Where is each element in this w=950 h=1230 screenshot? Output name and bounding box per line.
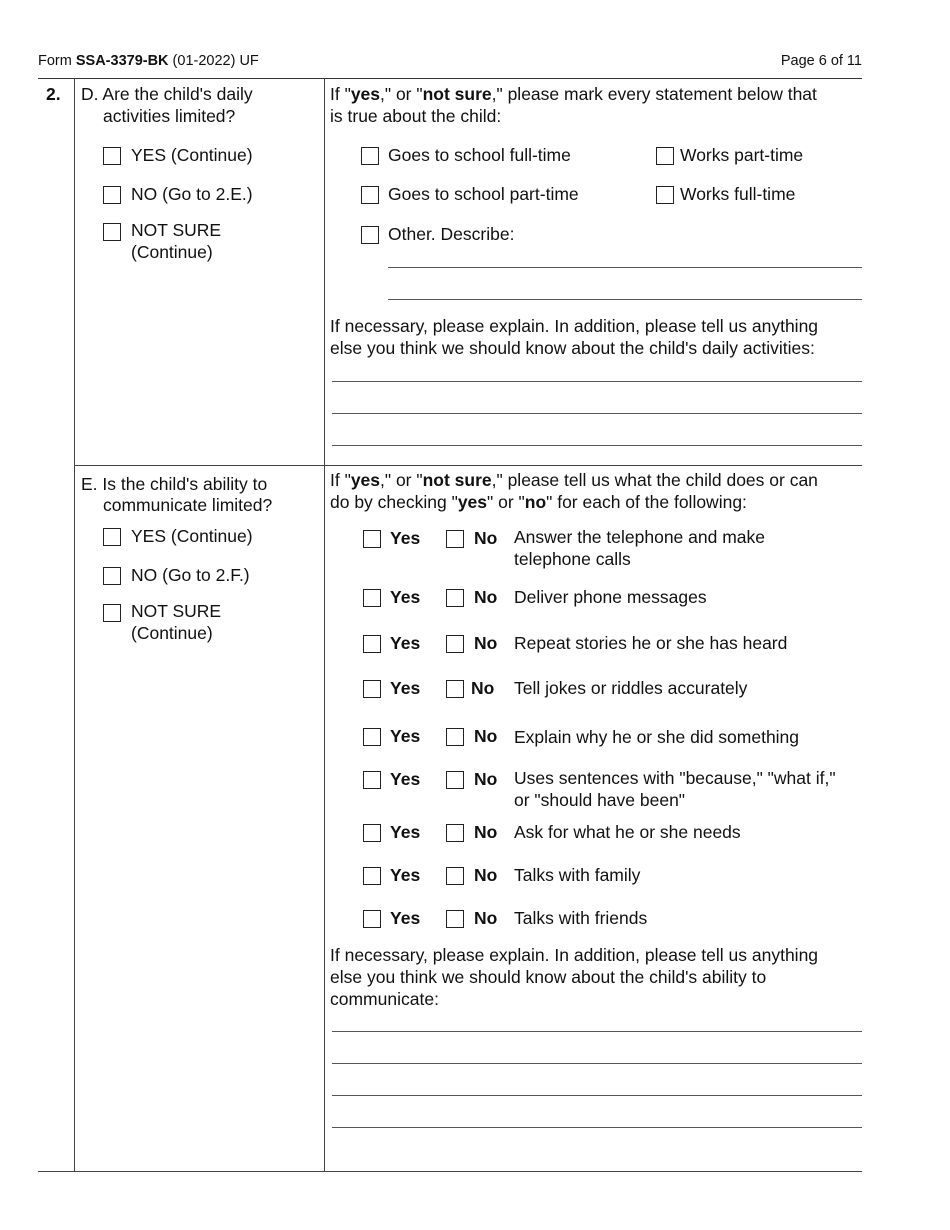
item-text: Answer the telephone and make <box>514 527 765 547</box>
section-e-no-checkbox[interactable] <box>103 567 121 585</box>
section-d-explain-line2: else you think we should know about the child's daily activities: <box>330 338 815 358</box>
item-text: Tell jokes or riddles accurately <box>514 678 748 698</box>
section-d-no-label: NO (Go to 2.E.) <box>131 184 253 204</box>
section-e-answer-line[interactable] <box>332 1095 862 1096</box>
yes-label: Yes <box>390 528 421 548</box>
works-fulltime-checkbox[interactable] <box>656 186 674 204</box>
no-label: No <box>474 865 498 885</box>
section-d-question-line1: D. Are the child's daily <box>81 84 253 104</box>
works-parttime-checkbox[interactable] <box>656 147 674 165</box>
section-e-yes-checkbox[interactable] <box>103 528 121 546</box>
section-d-yes-label: YES (Continue) <box>131 145 253 165</box>
item-text: Explain why he or she did something <box>514 727 800 747</box>
other-checkbox[interactable] <box>361 226 379 244</box>
instr-text: do by checking " <box>330 492 458 512</box>
section-d-answer-line[interactable] <box>332 381 862 382</box>
section-divider <box>74 465 862 466</box>
yes-checkbox[interactable] <box>363 910 381 928</box>
no-label: No <box>471 678 495 698</box>
column-divider-number <box>74 78 75 1172</box>
works-parttime-label: Works part-time <box>680 145 804 165</box>
section-d-no-checkbox[interactable] <box>103 186 121 204</box>
section-e-no-label: NO (Go to 2.F.) <box>131 565 250 585</box>
section-d-instruction-line2: is true about the child: <box>330 106 502 126</box>
section-d-answer-line[interactable] <box>332 413 862 414</box>
no-checkbox[interactable] <box>446 867 464 885</box>
yes-label: Yes <box>390 587 421 607</box>
yes-checkbox[interactable] <box>363 824 381 842</box>
section-e-explain-line3: communicate: <box>330 989 439 1009</box>
instr-no: no <box>524 492 547 512</box>
section-e-answer-line[interactable] <box>332 1063 862 1064</box>
other-describe-line[interactable] <box>388 267 862 268</box>
instr-notsure: not sure <box>422 470 492 490</box>
no-label: No <box>474 587 498 607</box>
no-checkbox[interactable] <box>446 635 464 653</box>
page-number: Page 6 of 11 <box>780 53 862 69</box>
yes-label: Yes <box>390 822 421 842</box>
no-checkbox[interactable] <box>446 771 464 789</box>
school-parttime-label: Goes to school part-time <box>388 184 579 204</box>
section-d-notsure-checkbox[interactable] <box>103 223 121 241</box>
section-e-question-line1: E. Is the child's ability to <box>81 474 268 494</box>
yes-label: Yes <box>390 769 421 789</box>
item-text: Uses sentences with "because," "what if," <box>514 768 836 788</box>
instr-text: If " <box>330 84 351 104</box>
item-text: Repeat stories he or she has heard <box>514 633 788 653</box>
section-e-notsure-label: NOT SURE <box>131 601 222 621</box>
no-checkbox[interactable] <box>446 910 464 928</box>
yes-checkbox[interactable] <box>363 728 381 746</box>
instr-text: If " <box>330 470 351 490</box>
instr-notsure: not sure <box>422 84 492 104</box>
no-checkbox[interactable] <box>446 824 464 842</box>
yes-label: Yes <box>390 633 421 653</box>
other-label: Other. Describe: <box>388 224 515 244</box>
yes-checkbox[interactable] <box>363 589 381 607</box>
no-label: No <box>474 908 498 928</box>
instr-text: ," or " <box>380 84 423 104</box>
no-checkbox[interactable] <box>446 530 464 548</box>
instr-text: " or " <box>487 492 525 512</box>
section-e-notsure-checkbox[interactable] <box>103 604 121 622</box>
section-d-answer-line[interactable] <box>332 445 862 446</box>
section-e-yes-label: YES (Continue) <box>131 526 253 546</box>
no-label: No <box>474 726 498 746</box>
instr-text: ," please tell us what the child does or can <box>491 470 818 490</box>
yes-label: Yes <box>390 726 421 746</box>
no-checkbox[interactable] <box>446 680 464 698</box>
table-bottom-border <box>38 1171 862 1172</box>
item-text: Ask for what he or she needs <box>514 822 741 842</box>
section-d-question-line2: activities limited? <box>103 106 236 126</box>
instr-text: " for each of the following: <box>546 492 747 512</box>
section-d-notsure-label: NOT SURE <box>131 220 222 240</box>
yes-checkbox[interactable] <box>363 867 381 885</box>
section-e-question-line2: communicate limited? <box>103 495 273 515</box>
item-text: Talks with family <box>514 865 641 885</box>
no-label: No <box>474 633 498 653</box>
instr-yes: yes <box>350 470 381 490</box>
instr-text: ," or " <box>380 470 423 490</box>
school-parttime-checkbox[interactable] <box>361 186 379 204</box>
yes-label: Yes <box>390 865 421 885</box>
item-text-line2: or "should have been" <box>514 790 686 810</box>
yes-checkbox[interactable] <box>363 771 381 789</box>
form-prefix: Form <box>38 53 76 69</box>
school-fulltime-checkbox[interactable] <box>361 147 379 165</box>
item-text: Talks with friends <box>514 908 648 928</box>
yes-label: Yes <box>390 908 421 928</box>
section-e-notsure-sublabel: (Continue) <box>131 623 213 643</box>
yes-checkbox[interactable] <box>363 680 381 698</box>
item-text: Deliver phone messages <box>514 587 707 607</box>
instr-yes: yes <box>457 492 488 512</box>
section-e-explain-line1: If necessary, please explain. In addition, please tell us anything <box>330 945 819 965</box>
instr-yes: yes <box>350 84 381 104</box>
column-divider-main <box>324 78 325 1172</box>
school-fulltime-label: Goes to school full-time <box>388 145 571 165</box>
section-d-yes-checkbox[interactable] <box>103 147 121 165</box>
yes-checkbox[interactable] <box>363 635 381 653</box>
section-e-answer-line[interactable] <box>332 1127 862 1128</box>
question-number: 2. <box>46 84 61 104</box>
other-describe-line[interactable] <box>388 299 862 300</box>
no-label: No <box>474 822 498 842</box>
section-d-instruction <box>330 83 817 105</box>
yes-checkbox[interactable] <box>363 530 381 548</box>
form-number: SSA-3379-BK <box>75 53 169 69</box>
no-checkbox[interactable] <box>446 728 464 746</box>
instr-text: ," please mark every statement below that <box>491 84 817 104</box>
table-top-border <box>38 78 862 79</box>
form-id <box>38 52 259 70</box>
form-date: (01-2022) UF <box>168 53 259 69</box>
section-e-explain-line2: else you think we should know about the child's ability to <box>330 967 767 987</box>
no-label: No <box>474 769 498 789</box>
section-d-notsure-sublabel: (Continue) <box>131 242 213 262</box>
section-e-instruction <box>330 469 818 491</box>
item-text-line2: telephone calls <box>514 549 631 569</box>
yes-label: Yes <box>390 678 421 698</box>
no-checkbox[interactable] <box>446 589 464 607</box>
works-fulltime-label: Works full-time <box>680 184 796 204</box>
no-label: No <box>474 528 498 548</box>
section-e-instruction-line2 <box>330 491 747 513</box>
section-d-explain-line1: If necessary, please explain. In addition, please tell us anything <box>330 316 819 336</box>
section-e-answer-line[interactable] <box>332 1031 862 1032</box>
